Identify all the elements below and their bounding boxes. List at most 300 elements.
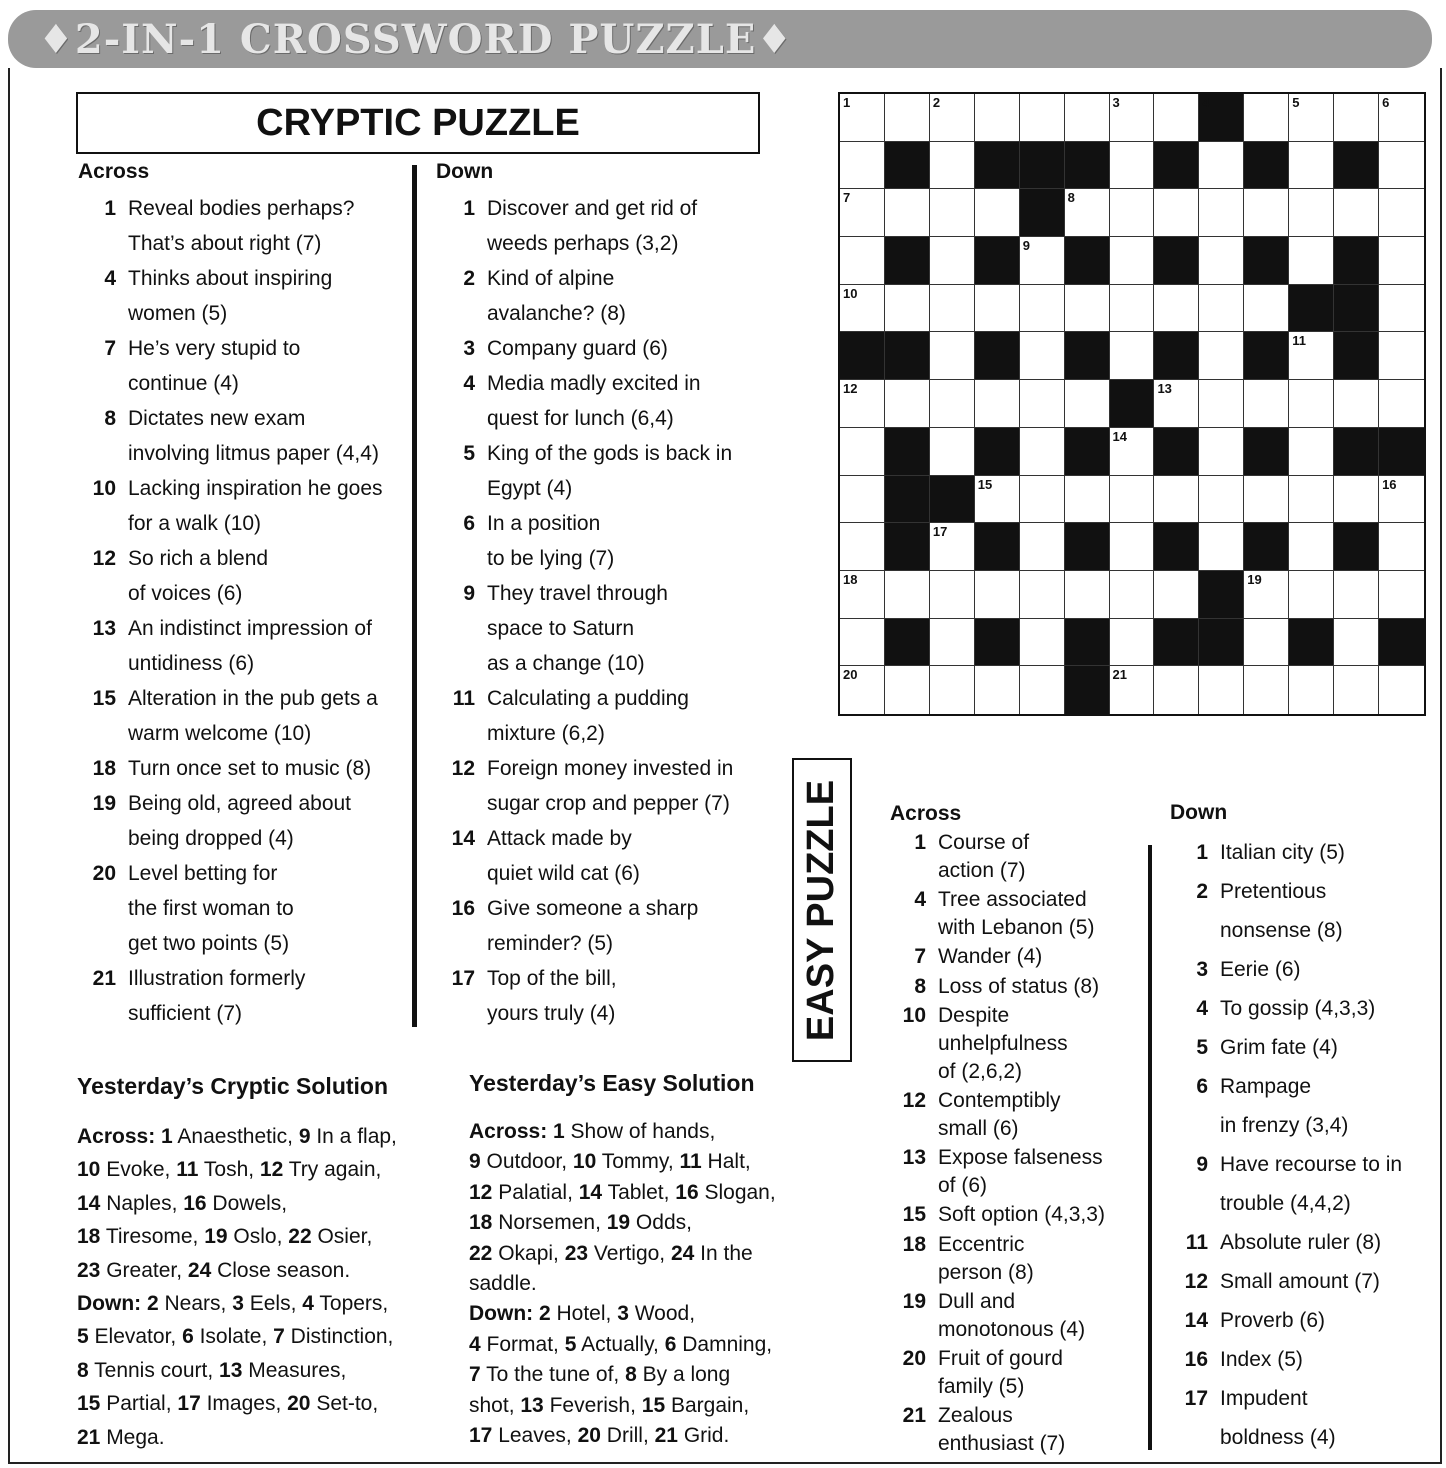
solution-answer: Show of hands, <box>564 1120 716 1143</box>
grid-block <box>1289 285 1334 333</box>
solution-answer: Measures, <box>242 1358 347 1382</box>
clue <box>890 1201 1140 1229</box>
grid-cell[interactable] <box>840 94 885 142</box>
grid-cell[interactable] <box>840 571 885 619</box>
grid-block <box>1065 666 1110 714</box>
grid-cell[interactable] <box>930 285 975 333</box>
solution-number: 17 <box>469 1424 493 1448</box>
clue <box>1170 1301 1430 1340</box>
clue-text <box>128 786 408 856</box>
clue-number: 1 <box>104 197 116 220</box>
grid-cell[interactable] <box>1199 189 1244 237</box>
grid-cell[interactable] <box>1334 571 1379 619</box>
clue-line: avalanche? (8) <box>487 302 626 325</box>
solution-number: 18 <box>77 1225 101 1249</box>
clue <box>890 973 1140 1001</box>
banner-title: ♦2-IN-1 CROSSWORD PUZZLE♦ <box>38 16 794 63</box>
grid-cell[interactable] <box>930 332 975 380</box>
clue-number: 14 <box>451 827 475 850</box>
solution-number: 6 <box>664 1332 677 1356</box>
grid-cell[interactable] <box>1334 94 1379 142</box>
solution-number: 15 <box>77 1392 101 1416</box>
clue-number: 1 <box>1196 841 1208 864</box>
grid-cell[interactable] <box>1379 332 1424 380</box>
grid-block <box>1289 619 1334 667</box>
solution-number: 8 <box>625 1363 637 1387</box>
grid-cell[interactable] <box>1199 332 1244 380</box>
solution-answer: Tommy, <box>596 1150 680 1174</box>
clue-number: 8 <box>104 407 116 430</box>
clue-number: 15 <box>902 1203 926 1227</box>
clue <box>890 1002 1140 1086</box>
solution-number: 17 <box>177 1392 201 1416</box>
grid-cell[interactable] <box>1379 189 1424 237</box>
clue-line: reminder? (5) <box>487 932 614 955</box>
clue-text <box>938 1231 1140 1287</box>
grid-cell[interactable] <box>1379 237 1424 285</box>
grid-cell[interactable] <box>1379 142 1424 190</box>
solution-line <box>77 1120 437 1153</box>
grid-cell[interactable] <box>975 380 1020 428</box>
grid-block <box>1379 619 1424 667</box>
grid-cell[interactable] <box>1154 189 1199 237</box>
clue <box>890 1402 1140 1458</box>
clue-line: Absolute ruler (8) <box>1220 1231 1382 1254</box>
grid-cell[interactable] <box>1110 428 1155 476</box>
header-banner <box>8 10 1432 68</box>
solution-number: 5 <box>77 1325 89 1349</box>
clue-text <box>938 1002 1140 1086</box>
solution-line <box>469 1269 809 1299</box>
solution-number: 19 <box>204 1225 228 1249</box>
grid-cell[interactable] <box>975 285 1020 333</box>
grid-cell[interactable] <box>1110 142 1155 190</box>
grid-cell[interactable] <box>1110 619 1155 667</box>
grid-cell[interactable] <box>885 380 930 428</box>
grid-cell[interactable] <box>885 94 930 142</box>
cryptic-across-list <box>78 191 408 1031</box>
grid-cell[interactable] <box>930 189 975 237</box>
grid-cell[interactable] <box>930 237 975 285</box>
grid-cell[interactable] <box>930 428 975 476</box>
solution-line <box>469 1239 809 1269</box>
grid-block <box>1334 237 1379 285</box>
solution-answer: Evoke, <box>100 1158 177 1182</box>
solution-answer: Naples, <box>100 1191 184 1215</box>
solution-number: 23 <box>77 1258 101 1282</box>
grid-cell[interactable] <box>1154 380 1199 428</box>
grid-cell[interactable] <box>1289 380 1334 428</box>
grid-cell[interactable] <box>1334 380 1379 428</box>
clue-text <box>487 331 767 366</box>
clue <box>78 856 408 961</box>
solution-answer: Feverish, <box>543 1393 642 1417</box>
solution-answer: In the <box>694 1241 753 1265</box>
grid-cell[interactable] <box>1199 285 1244 333</box>
solution-number: 23 <box>564 1241 589 1265</box>
grid-cell-number: 14 <box>1112 428 1127 444</box>
clue-line: trouble (4,4,2) <box>1220 1192 1351 1215</box>
grid-cell[interactable] <box>1334 476 1379 524</box>
grid-cell[interactable] <box>1244 571 1289 619</box>
grid-cell[interactable] <box>1154 94 1199 142</box>
grid-cell[interactable] <box>930 142 975 190</box>
clue-line: of voices (6) <box>128 582 243 605</box>
easy-across-list <box>890 829 1140 1459</box>
grid-cell[interactable] <box>885 571 930 619</box>
clue-line: Give someone a sharp <box>487 897 699 920</box>
solution-number: 20 <box>577 1424 601 1448</box>
clue-number: 16 <box>1184 1348 1208 1371</box>
grid-block <box>975 332 1020 380</box>
grid-cell[interactable] <box>1244 189 1289 237</box>
grid-cell[interactable] <box>885 285 930 333</box>
easy-puzzle-title-box <box>792 758 852 1062</box>
clue-line: monotonous (4) <box>938 1317 1086 1341</box>
grid-cell[interactable] <box>930 666 975 714</box>
grid-cell[interactable] <box>840 666 885 714</box>
grid-cell[interactable] <box>1379 285 1424 333</box>
solution-answer: Hotel, <box>550 1302 618 1326</box>
grid-cell[interactable] <box>930 571 975 619</box>
clue-text <box>487 681 767 751</box>
grid-cell[interactable] <box>1154 571 1199 619</box>
clue <box>78 681 408 751</box>
grid-cell[interactable] <box>840 428 885 476</box>
solution-answer: Leaves, <box>492 1424 578 1448</box>
grid-cell-number: 8 <box>1067 190 1075 206</box>
grid-cell[interactable] <box>1154 476 1199 524</box>
grid-block <box>1334 142 1379 190</box>
clue-line: Eccentric <box>938 1232 1025 1256</box>
clue-line: continue (4) <box>128 372 239 395</box>
clue-line: Company guard (6) <box>487 337 668 360</box>
grid-block <box>1199 94 1244 142</box>
clue-line: Expose falseness <box>938 1146 1103 1170</box>
clue-number: 10 <box>92 477 116 500</box>
grid-cell[interactable] <box>1110 285 1155 333</box>
grid-cell-number: 11 <box>1292 333 1306 349</box>
cryptic-across-heading: Across <box>78 160 150 183</box>
grid-cell[interactable] <box>1020 428 1065 476</box>
clue-text <box>1220 1379 1430 1457</box>
grid-block <box>1244 237 1289 285</box>
grid-cell-number: 3 <box>1112 95 1120 110</box>
clue-text <box>487 891 767 961</box>
solution-answer: Tablet, <box>602 1180 676 1204</box>
grid-cell[interactable] <box>840 476 885 524</box>
clue-number: 6 <box>1196 1075 1208 1098</box>
grid-block <box>1065 619 1110 667</box>
solution-line <box>77 1287 437 1320</box>
grid-cell[interactable] <box>930 619 975 667</box>
solution-answer: Halt, <box>701 1150 751 1174</box>
grid-block <box>885 523 930 571</box>
grid-block <box>1110 380 1155 428</box>
grid-cell[interactable] <box>1199 380 1244 428</box>
clue-text <box>938 886 1140 942</box>
solution-number: Down: 2 <box>469 1302 551 1326</box>
grid-cell[interactable] <box>1199 476 1244 524</box>
grid-cell[interactable] <box>1110 523 1155 571</box>
grid-cell[interactable] <box>1065 476 1110 524</box>
cryptic-puzzle-title: CRYPTIC PUZZLE <box>76 92 760 154</box>
grid-cell[interactable] <box>975 571 1020 619</box>
clue <box>78 401 408 471</box>
clue-line: of (2,6,2) <box>938 1059 1023 1083</box>
column-divider <box>412 165 417 1027</box>
grid-cell[interactable] <box>1289 523 1334 571</box>
clue-line: untidiness (6) <box>128 652 255 675</box>
solution-number: 4 <box>469 1332 481 1356</box>
clue-line: Rampage <box>1220 1075 1312 1098</box>
grid-cell[interactable] <box>1020 619 1065 667</box>
clue-number: 5 <box>1196 1036 1208 1059</box>
solution-number: 16 <box>675 1180 699 1204</box>
clue-number: 13 <box>92 617 116 640</box>
grid-cell[interactable] <box>1020 476 1065 524</box>
grid-cell[interactable] <box>1379 666 1424 714</box>
grid-cell-number: 21 <box>1112 667 1127 683</box>
clue <box>437 436 767 506</box>
grid-cell[interactable] <box>1110 94 1155 142</box>
grid-cell[interactable] <box>1020 523 1065 571</box>
clue-line: being dropped (4) <box>128 827 294 850</box>
clue-line: weeds perhaps (3,2) <box>487 232 679 255</box>
grid-cell[interactable] <box>1244 666 1289 714</box>
grid-cell[interactable] <box>1154 666 1199 714</box>
clue-number: 10 <box>902 1003 926 1027</box>
grid-cell[interactable] <box>1020 94 1065 142</box>
clue-text <box>1220 872 1430 950</box>
grid-block <box>975 237 1020 285</box>
grid-cell[interactable] <box>1110 189 1155 237</box>
grid-block <box>975 619 1020 667</box>
clue <box>78 786 408 856</box>
solution-line <box>469 1208 809 1238</box>
grid-cell[interactable] <box>1020 380 1065 428</box>
clue-line: So rich a blend <box>128 547 269 570</box>
grid-block <box>975 428 1020 476</box>
grid-cell[interactable] <box>975 94 1020 142</box>
grid-cell[interactable] <box>1065 189 1110 237</box>
grid-cell[interactable] <box>930 380 975 428</box>
grid-cell[interactable] <box>1020 237 1065 285</box>
grid-cell[interactable] <box>1199 142 1244 190</box>
solution-answer: Mega. <box>100 1425 165 1449</box>
grid-cell[interactable] <box>975 476 1020 524</box>
grid-block <box>1154 428 1199 476</box>
clue-number: 12 <box>902 1088 926 1112</box>
solution-number: 5 <box>564 1332 577 1356</box>
clue-line: Alteration in the pub gets a <box>128 687 378 710</box>
grid-cell[interactable] <box>840 619 885 667</box>
grid-cell-number: 4 <box>1202 95 1210 110</box>
clue-line: action (7) <box>938 859 1026 882</box>
grid-block <box>1065 237 1110 285</box>
clue-text <box>128 751 408 786</box>
grid-cell[interactable] <box>1334 666 1379 714</box>
clue-line: Discover and get rid of <box>487 197 698 220</box>
grid-cell[interactable] <box>1199 237 1244 285</box>
grid-cell[interactable] <box>840 237 885 285</box>
grid-cell[interactable] <box>1110 237 1155 285</box>
clue-text <box>1220 833 1430 872</box>
grid-cell[interactable] <box>1289 237 1334 285</box>
clue <box>437 331 767 366</box>
grid-cell[interactable] <box>1379 380 1424 428</box>
clue-line: Illustration formerly <box>128 967 306 990</box>
grid-cell[interactable] <box>1199 666 1244 714</box>
clue-line: Zealous <box>938 1404 1013 1428</box>
grid-cell[interactable] <box>1065 380 1110 428</box>
grid-cell[interactable] <box>1065 571 1110 619</box>
grid-cell-number: 19 <box>1247 571 1262 587</box>
clue-text <box>938 1402 1140 1458</box>
clue-text <box>1220 950 1430 989</box>
clue-number: 21 <box>902 1404 926 1428</box>
grid-cell[interactable] <box>1020 571 1065 619</box>
grid-cell[interactable] <box>1110 571 1155 619</box>
solution-answer: Okapi, <box>492 1241 565 1265</box>
grid-cell[interactable] <box>1244 94 1289 142</box>
clue-text <box>938 829 1140 885</box>
solution-answer: Tiresome, <box>100 1225 205 1249</box>
grid-block <box>1244 428 1289 476</box>
grid-cell[interactable] <box>885 666 930 714</box>
grid-cell[interactable] <box>1379 94 1424 142</box>
solution-answer: Vertigo, <box>588 1241 671 1265</box>
clue-number: 12 <box>92 547 116 570</box>
clue <box>78 331 408 401</box>
solution-number: 22 <box>288 1225 312 1249</box>
solution-number: 11 <box>679 1150 702 1174</box>
grid-block <box>1154 619 1199 667</box>
grid-cell[interactable] <box>840 523 885 571</box>
clue-text <box>1220 1262 1430 1301</box>
clue-number: 20 <box>902 1346 926 1370</box>
grid-cell[interactable] <box>1379 523 1424 571</box>
clue-number: 4 <box>1196 997 1208 1020</box>
grid-cell[interactable] <box>1154 285 1199 333</box>
clue <box>1170 1262 1430 1301</box>
grid-cell[interactable] <box>1020 285 1065 333</box>
grid-cell[interactable] <box>1289 189 1334 237</box>
clue-line: King of the gods is back in <box>487 442 733 465</box>
grid-cell[interactable] <box>1379 476 1424 524</box>
clue <box>437 961 767 1031</box>
clue-line: Italian city (5) <box>1220 841 1345 864</box>
clue <box>1170 1145 1430 1223</box>
grid-cell[interactable] <box>1110 476 1155 524</box>
grid-cell[interactable] <box>1289 142 1334 190</box>
clue-line: An indistinct impression of <box>128 617 372 640</box>
easy-across-heading: Across <box>890 802 962 825</box>
grid-cell[interactable] <box>1110 332 1155 380</box>
grid-block <box>930 476 975 524</box>
clue-line: Media madly excited in <box>487 372 701 395</box>
solution-number: 13 <box>219 1358 243 1382</box>
grid-cell-number: 17 <box>932 524 948 540</box>
grid-block <box>975 142 1020 190</box>
grid-cell[interactable] <box>1289 94 1334 142</box>
grid-block <box>975 523 1020 571</box>
grid-cell[interactable] <box>840 380 885 428</box>
grid-block <box>1334 285 1379 333</box>
solution-line <box>77 1220 437 1253</box>
solution-line <box>469 1299 809 1329</box>
grid-cell[interactable] <box>840 285 885 333</box>
clue-text <box>938 943 1140 971</box>
clue-text <box>128 961 408 1031</box>
grid-cell[interactable] <box>1244 619 1289 667</box>
grid-cell[interactable] <box>1289 332 1334 380</box>
grid-cell[interactable] <box>1199 428 1244 476</box>
grid-cell[interactable] <box>1065 285 1110 333</box>
clue-text <box>128 681 408 751</box>
clue <box>437 821 767 891</box>
clue <box>890 1231 1140 1287</box>
grid-block <box>1244 142 1289 190</box>
solution-answer: Oslo, <box>227 1225 289 1249</box>
grid-cell[interactable] <box>1334 189 1379 237</box>
grid-cell[interactable] <box>1289 428 1334 476</box>
solution-number: 12 <box>469 1180 493 1204</box>
grid-cell[interactable] <box>1020 666 1065 714</box>
clue-number: 3 <box>1196 958 1208 981</box>
easy-column-divider <box>1148 845 1152 1450</box>
grid-cell[interactable] <box>1334 619 1379 667</box>
grid-cell[interactable] <box>930 523 975 571</box>
clue-line: Level betting for <box>128 862 278 885</box>
grid-cell[interactable] <box>975 666 1020 714</box>
grid-cell[interactable] <box>1289 476 1334 524</box>
grid-cell[interactable] <box>1110 666 1155 714</box>
grid-cell[interactable] <box>1020 332 1065 380</box>
solution-answer: Elevator, <box>88 1325 183 1349</box>
solution-number: 21 <box>654 1424 678 1448</box>
grid-block <box>1154 142 1199 190</box>
clue-line: person (8) <box>938 1260 1034 1284</box>
grid-cell[interactable] <box>1289 571 1334 619</box>
grid-cell[interactable] <box>975 189 1020 237</box>
clue-line: of (6) <box>938 1174 988 1198</box>
grid-cell[interactable] <box>1244 380 1289 428</box>
grid-cell[interactable] <box>1244 476 1289 524</box>
grid-cell[interactable] <box>1244 285 1289 333</box>
clue-line: Dictates new exam <box>128 407 306 430</box>
clue <box>78 541 408 611</box>
clue <box>1170 1379 1430 1457</box>
clue-text <box>128 611 408 681</box>
grid-cell[interactable] <box>840 142 885 190</box>
grid-block <box>1020 142 1065 190</box>
solution-number: 15 <box>641 1393 666 1417</box>
clue-line: in frenzy (3,4) <box>1220 1114 1349 1137</box>
grid-cell[interactable] <box>840 189 885 237</box>
clue-number: 4 <box>914 888 926 912</box>
clue-number: 11 <box>1185 1231 1208 1254</box>
grid-cell[interactable] <box>885 189 930 237</box>
grid-cell[interactable] <box>1199 523 1244 571</box>
easy-down-list <box>1170 833 1430 1457</box>
grid-cell[interactable] <box>930 94 975 142</box>
grid-cell[interactable] <box>1289 666 1334 714</box>
grid-cell[interactable] <box>1065 94 1110 142</box>
grid-block <box>1334 523 1379 571</box>
grid-cell[interactable] <box>1379 571 1424 619</box>
clue-number: 19 <box>92 792 116 815</box>
